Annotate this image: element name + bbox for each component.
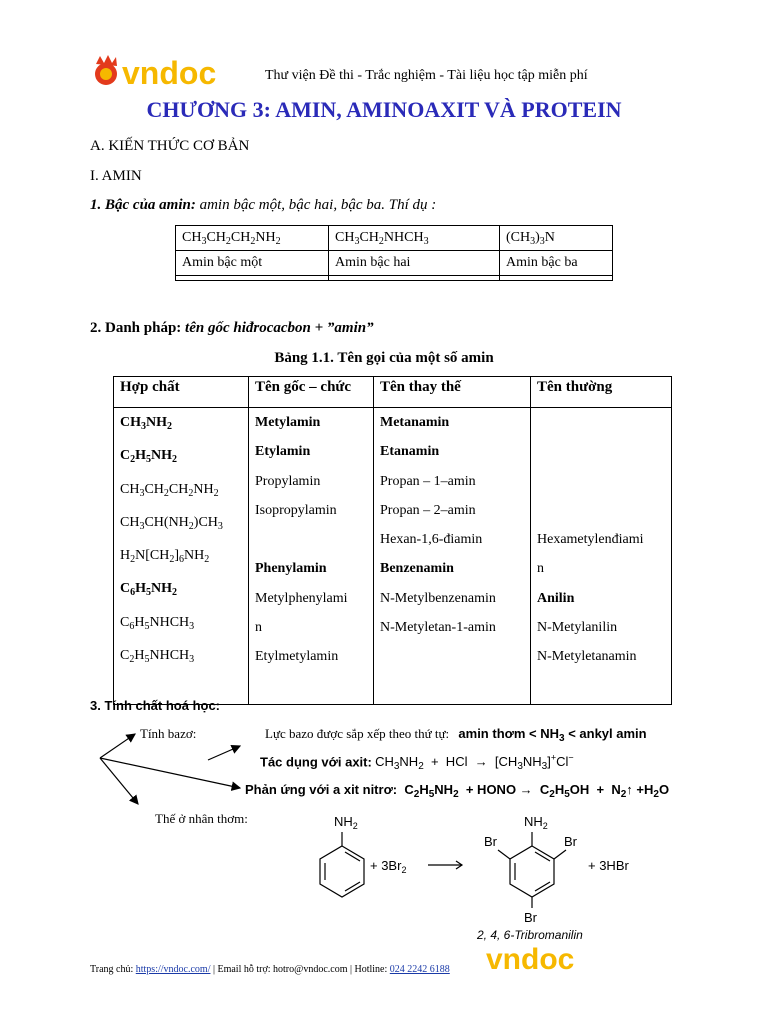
table-caption: Bảng 1.1. Tên gọi của một số amin xyxy=(274,350,494,366)
logo-text: vndoc xyxy=(122,55,217,91)
svg-text:Br: Br xyxy=(564,834,577,849)
footer-hotline[interactable]: 024 2242 6188 xyxy=(389,964,450,975)
order-secondary: Amin bậc hai xyxy=(329,251,500,276)
nitrous-acid-label: Phản ứng với a xit nitrơ: xyxy=(245,782,398,797)
aromatic-substitution-label: Thế ở nhân thơm: xyxy=(155,811,248,826)
nomenclature-text: tên gốc hiđrocacbon + ”amin” xyxy=(181,320,374,336)
nitrous-acid-reaction: Phản ứng với a xit nitrơ: $C_2H_5NH_2$ + HONO → $C_2H_5OH$ + $N_2↑ +H_2O$ xyxy=(245,782,670,800)
svg-text:Br: Br xyxy=(524,910,537,925)
common-name-column: Hexametylenđiami n Anilin N-Metylanilin N-Metyletanamin xyxy=(531,408,672,705)
basicity-label: Tính bazơ: xyxy=(140,726,197,741)
amine-order-text: amin bậc một, bậc hai, bậc ba. Thí dụ : xyxy=(195,197,437,213)
amine-order-label: 1. Bậc của amin: xyxy=(90,197,196,213)
header-substitutive-name: Tên thay thế xyxy=(374,377,531,408)
svg-text:Br: Br xyxy=(484,834,497,849)
basicity-order-text: Lực bazo được sắp xếp theo thứ tự: xyxy=(265,726,450,741)
header-compound: Hợp chất xyxy=(114,377,249,408)
benzene-ring-icon xyxy=(320,846,364,897)
order-tertiary: Amin bậc ba xyxy=(500,251,613,276)
aniline-bromination-scheme xyxy=(300,808,670,938)
footer xyxy=(90,964,450,975)
radical-name-column: Metylamin Etylamin Propylamin Isopropylamin Phenylamin Metylphenylami n Etylmetylamin xyxy=(249,408,374,705)
section-a-heading: A. KIẾN THỨC CƠ BẢN xyxy=(90,138,250,154)
order-primary: Amin bậc một xyxy=(176,251,329,276)
svg-text:+ 3Br2: + $3Br_2$ xyxy=(370,858,407,875)
footer-home-link[interactable]: https://vndoc.com/ xyxy=(135,964,211,975)
header-tagline: Thư viện Đề thi - Trắc nghiệm - Tài liệu học tập miễn phí xyxy=(265,68,588,83)
formula-tertiary: $(CH_3)_3N$ xyxy=(500,226,613,251)
vndoc-logo xyxy=(92,52,257,92)
acid-reaction: Tác dụng với axit: $CH_3NH_2$ + HCl → $[CH_3NH_3]^+Cl^-$ xyxy=(260,753,574,773)
page-title: CHƯƠNG 3: AMIN, AMINOAXIT VÀ PROTEIN xyxy=(146,97,622,122)
footer-home-label: Trang chủ: xyxy=(90,964,136,975)
product-name: 2, 4, 6-Tribromanilin xyxy=(477,928,583,942)
acid-reaction-label: Tác dụng với axit: xyxy=(260,754,372,770)
aniline-nh2: $NH_2$ xyxy=(334,814,358,831)
basicity-order: Lực bazo được sắp xếp theo thứ tự: amin thơm < $NH_3$ < ankyl amin xyxy=(265,726,647,744)
amine-order-paragraph xyxy=(90,197,436,214)
header-common-name: Tên thường xyxy=(531,377,672,408)
svg-text:vndoc: vndoc xyxy=(486,944,575,974)
tribromo-benzene-ring-icon xyxy=(510,846,554,897)
chemical-properties-heading: 3. Tính chất hoá học: xyxy=(90,698,221,713)
amine-order-table xyxy=(175,225,613,281)
svg-text:NH2: $NH_2$ xyxy=(524,814,548,831)
formula-secondary: $CH_3CH_2NHCH_3$ xyxy=(329,226,500,251)
svg-text:+ 3HBr: + 3HBr xyxy=(588,858,629,873)
footer-email: | Email hỗ trợ: hotro@vndoc.com | Hotline: xyxy=(210,964,390,975)
nomenclature-label: 2. Danh pháp: xyxy=(90,320,182,336)
footer-vndoc-logo xyxy=(486,944,596,974)
amine-names-table xyxy=(113,376,672,705)
nomenclature-paragraph xyxy=(90,320,374,337)
section-i-heading: I. AMIN xyxy=(90,168,142,184)
substitutive-name-column: Metanamin Etanamin Propan – 1–amin Propan – 2–amin Hexan-1,6-điamin Benzenamin N-Metylbenzenamin N-Metyletan-1-amin xyxy=(374,408,531,705)
formula-primary: $CH_3CH_2CH_2NH_2$ xyxy=(176,226,329,251)
header-radical-name: Tên gốc – chức xyxy=(249,377,374,408)
compound-column: $CH_3NH_2$ $C_2H_5NH_2$ $CH_3CH_2CH_2NH_2$ $CH_3CH(NH_2)CH_3$ $H_2N[CH_2]_6NH_2$ $C_6H_5NH_2$ $C_6H_5NHCH_3$ $C_2H_5NHCH_3$ xyxy=(114,408,249,705)
